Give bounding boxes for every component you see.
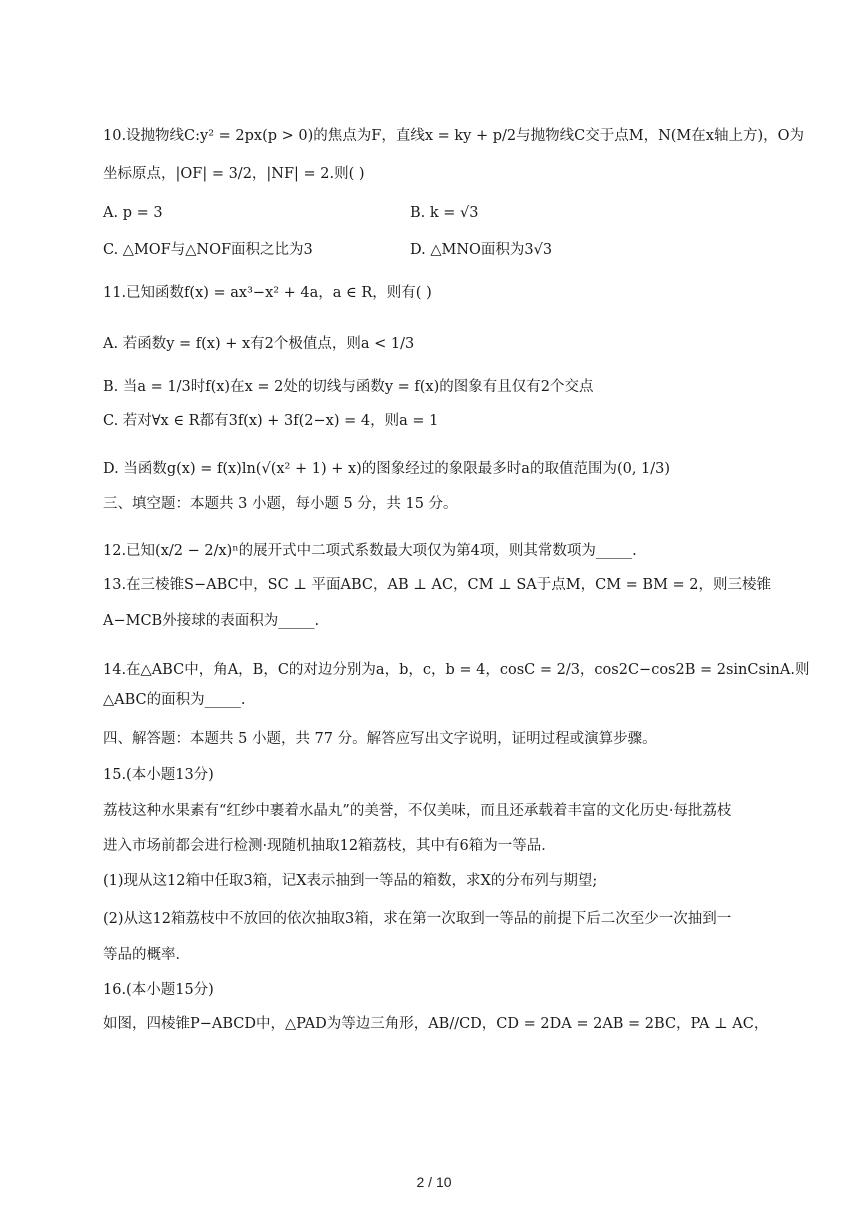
q10-stem-line1: 10.设抛物线C:y² = 2px(p > 0)的焦点为F，直线x = ky + p/2与抛物线C交于点M，N(M在x轴上方)，O为 <box>103 128 804 144</box>
q10-option-a: A. p = 3 <box>103 205 163 221</box>
q16-paragraph-line1: 如图，四棱锥P−ABCD中，△PAD为等边三角形，AB//CD，CD = 2DA = 2AB = 2BC，PA ⊥ AC， <box>103 1016 769 1032</box>
page-number: 2 / 10 <box>416 1174 452 1190</box>
q11-stem: 11.已知函数f(x) = ax³−x² + 4a，a ∈ R，则有( ) <box>103 285 432 301</box>
q10-stem-line2: 坐标原点，|OF| = 3/2，|NF| = 2.则( ) <box>103 166 365 182</box>
q16-header: 16.(本小题15分) <box>103 982 214 998</box>
section-answer-header: 四、解答题：本题共 5 小题，共 77 分。解答应写出文字说明，证明过程或演算步骤。 <box>103 731 657 747</box>
q13-line1: 13.在三棱锥S−ABC中，SC ⊥ 平面ABC，AB ⊥ AC，CM ⊥ SA于点M，CM = BM = 2，则三棱锥 <box>103 577 772 593</box>
section-fill-in-header: 三、填空题：本题共 3 小题，每小题 5 分，共 15 分。 <box>103 496 458 512</box>
question-12: 12.已知(x/2 − 2/x)ⁿ的展开式中二项式系数最大项仅为第4项，则其常数项为_____. <box>103 543 637 559</box>
q15-subquestion-1: (1)现从这12箱中任取3箱，记X表示抽到一等品的箱数，求X的分布列与期望; <box>103 873 598 889</box>
q11-option-b: B. 当a = 1/3时f(x)在x = 2处的切线与函数y = f(x)的图象有且仅有2个交点 <box>103 379 594 395</box>
q15-paragraph-line2: 进入市场前都会进行检测·现随机抽取12箱荔枝，其中有6箱为一等品． <box>103 838 556 854</box>
q14-line2: △ABC的面积为_____. <box>103 692 246 708</box>
q15-header: 15.(本小题13分) <box>103 767 214 783</box>
q15-paragraph-line1: 荔枝这种水果素有“红纱中裹着水晶丸”的美誉，不仅美味，而且还承载着丰富的文化历史·每批荔枝 <box>103 803 732 819</box>
q11-option-c: C. 若对∀x ∈ R都有3f(x) + 3f(2−x) = 4，则a = 1 <box>103 413 439 429</box>
q15-subquestion-2-line2: 等品的概率． <box>103 947 190 963</box>
q15-subquestion-2-line1: (2)从这12箱荔枝中不放回的依次抽取3箱，求在第一次取到一等品的前提下后二次至少一次抽到一 <box>103 911 732 927</box>
q10-option-c: C. △MOF与△NOF面积之比为3 <box>103 242 313 258</box>
q14-line1: 14.在△ABC中，角A，B，C的对边分别为a，b，c，b = 4，cosC = 2/3，cos2C−cos2B = 2sinCsinA.则 <box>103 662 810 678</box>
q13-line2: A−MCB外接球的表面积为_____. <box>103 613 320 629</box>
q11-option-a: A. 若函数y = f(x) + x有2个极值点，则a < 1/3 <box>103 336 415 352</box>
q10-option-d: D. △MNO面积为3√3 <box>410 242 553 258</box>
q11-option-d: D. 当函数g(x) = f(x)ln(√(x² + 1) + x)的图象经过的象限最多时a的取值范围为(0, 1/3) <box>103 461 671 477</box>
q10-option-b: B. k = √3 <box>410 205 479 221</box>
